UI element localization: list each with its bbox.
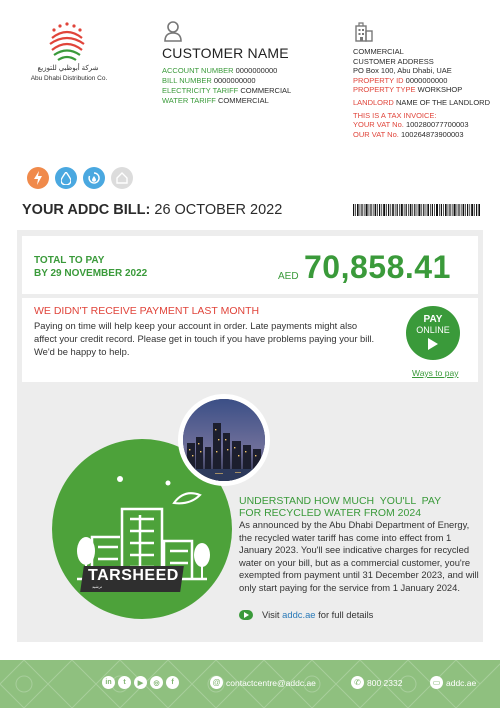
addc-website-link[interactable]: addc.ae <box>282 609 316 620</box>
total-due-date: BY 29 NOVEMBER 2022 <box>34 268 148 279</box>
recycled-water-title-line-1: UNDERSTAND HOW MUCH YOU'LL PAY <box>239 495 442 507</box>
tarsheed-logo-subtext: ترشيد <box>92 584 102 589</box>
facebook-icon[interactable]: f <box>166 676 179 689</box>
visit-prefix: Visit <box>262 609 280 620</box>
account-number-label: ACCOUNT NUMBER <box>162 66 234 75</box>
visit-suffix: for full details <box>318 609 374 620</box>
electricity-tariff-label: ELECTRICITY TARIFF <box>162 86 239 95</box>
addc-logo-icon <box>44 18 90 64</box>
contact-email[interactable]: contactcentre@addc.ae <box>226 678 316 688</box>
email-icon: @ <box>210 676 223 689</box>
account-details <box>162 66 291 106</box>
twitter-icon[interactable]: t <box>118 676 131 689</box>
ways-to-pay-link[interactable]: Ways to pay <box>412 368 459 378</box>
contact-phone[interactable]: 800 2332 <box>367 678 403 688</box>
landlord-label: LANDLORD <box>353 97 394 107</box>
property-type-value: WORKSHOP <box>417 85 463 95</box>
address-line-2: CUSTOMER ADDRESS <box>353 56 434 66</box>
bill-date: 26 OCTOBER 2022 <box>154 202 283 218</box>
our-vat-value: 100264873900003 <box>400 129 464 139</box>
recycled-water-body: As announced by the Abu Dhabi Department of Energy, the recycled water tariff has come into effect from 1 January 2023. You'll see indicative charges for recycled water on your bill, but as a commercial customer, you're exempted from payment until 31 December 2023, and will only start paying for the service from 1 January 2024. <box>239 519 479 593</box>
property-id-value: 0000000000 <box>405 75 448 85</box>
city-photo <box>178 394 270 486</box>
phone-icon: ✆ <box>351 676 364 689</box>
address-line-3: PO Box 100, Abu Dhabi, UAE <box>353 66 452 76</box>
building-icon <box>355 22 373 42</box>
person-icon <box>163 20 183 42</box>
play-icon <box>428 338 438 350</box>
web-icon: ▭ <box>430 676 443 689</box>
bill-title <box>22 202 282 218</box>
water-icon <box>55 167 77 189</box>
youtube-icon[interactable]: ▶ <box>134 676 147 689</box>
tax-invoice-label: THIS IS A TAX INVOICE: <box>353 110 437 120</box>
property-id-label: PROPERTY ID <box>353 75 404 85</box>
water-tariff-value: COMMERCIAL <box>217 96 269 105</box>
logo-arabic-text: شركة أبوظبي للتوزيع <box>37 65 99 72</box>
instagram-icon[interactable]: ◎ <box>150 676 163 689</box>
total-line-1: TOTAL TO PAY <box>34 255 105 266</box>
notice-body: Paying on time will help keep your account in order. Late payments might also affect your credit record. Please get in touch if you have problems paying your bill. We'd be happy to help. <box>34 320 375 357</box>
your-vat-label: YOUR VAT No. <box>353 120 404 130</box>
video-play-icon <box>239 610 253 620</box>
landlord-value: NAME OF THE LANDLORD <box>395 97 490 107</box>
our-vat-label: OUR VAT No. <box>353 129 399 139</box>
recycled-water-title <box>239 495 441 519</box>
your-vat-value: 100280077700003 <box>405 120 469 130</box>
visit-line <box>262 609 373 620</box>
barcode <box>353 204 480 216</box>
linkedin-icon[interactable]: in <box>102 676 115 689</box>
tarsheed-logo-text: TARSHEED <box>88 567 179 584</box>
online-label: ONLINE <box>416 325 450 335</box>
address-line-1: COMMERCIAL <box>353 47 404 56</box>
bill-title-label: YOUR ADDC BILL: <box>22 202 151 218</box>
notice-title: WE DIDN'T RECEIVE PAYMENT LAST MONTH <box>34 305 260 317</box>
abu-dhabi-skyline-image <box>183 399 265 481</box>
recycled-water-icon <box>83 167 105 189</box>
bill-number-value: 0000000000 <box>213 76 256 85</box>
customer-name: CUSTOMER NAME <box>162 45 289 61</box>
electricity-icon <box>27 167 49 189</box>
electricity-tariff-value: COMMERCIAL <box>240 86 292 95</box>
pay-online-button[interactable] <box>406 306 460 360</box>
address-details <box>353 47 490 139</box>
property-type-label: PROPERTY TYPE <box>353 85 416 95</box>
recycled-water-title-line-2: FOR RECYCLED WATER FROM 2024 <box>239 507 422 519</box>
pay-label: PAY <box>423 314 443 325</box>
total-to-pay-label <box>34 254 147 280</box>
footer-website[interactable]: addc.ae <box>446 678 477 688</box>
account-number-value: 0000000000 <box>235 66 278 75</box>
logo-english-text: Abu Dhabi Distribution Co. <box>30 75 108 82</box>
water-tariff-label: WATER TARIFF <box>162 96 216 105</box>
total-amount: 70,858.41 <box>304 249 451 285</box>
currency-label: AED <box>278 271 299 282</box>
bill-number-label: BILL NUMBER <box>162 76 212 85</box>
property-icon <box>111 167 133 189</box>
